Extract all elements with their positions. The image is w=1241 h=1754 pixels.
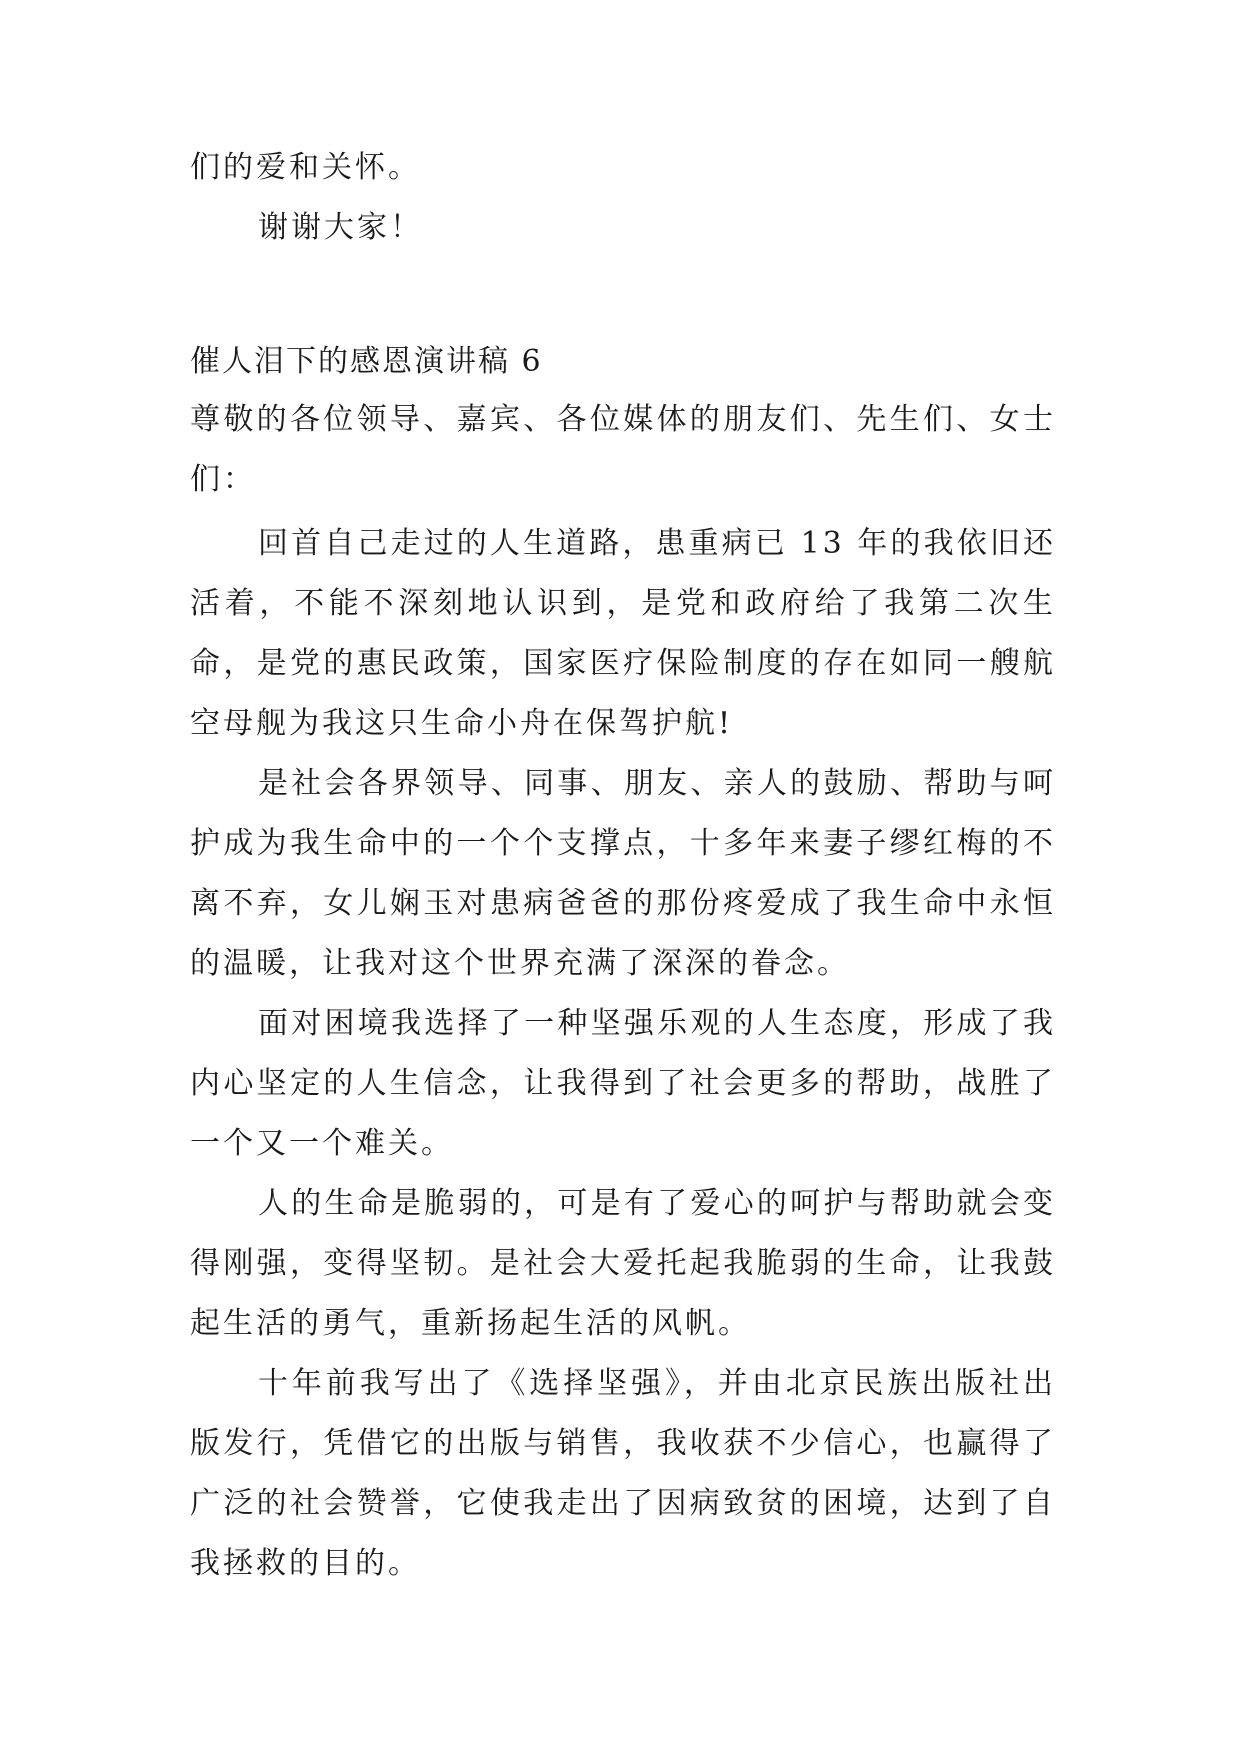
paragraph: 人的生命是脆弱的，可是有了爱心的呵护与帮助就会变得刚强，变得坚韧。是社会大爱托起我脆弱的生命，让我鼓起生活的勇气，重新扬起生活的风帆。	[190, 1186, 1056, 1341]
section-title: 催人泪下的感恩演讲稿 6	[190, 344, 543, 379]
continuation-tail: 们的爱和关怀。	[190, 150, 421, 185]
salutation: 尊敬的各位领导、嘉宾、各位媒体的朋友们、先生们、女士们：	[190, 402, 1056, 497]
paragraph: 回首自己走过的人生道路，患重病已 13 年的我依旧还活着，不能不深刻地认识到，是党和政府给了我第二次生命，是党的惠民政策，国家医疗保险制度的存在如同一艘航空母舰为我这只生命小舟在保驾护航!	[190, 526, 1056, 741]
speech-section	[190, 332, 1056, 1594]
continuation-block	[190, 138, 1056, 258]
paragraph: 面对困境我选择了一种坚强乐观的人生态度，形成了我内心坚定的人生信念，让我得到了社会更多的帮助，战胜了一个又一个难关。	[190, 1006, 1056, 1161]
thanks-line: 谢谢大家！	[258, 210, 423, 245]
paragraph: 是社会各界领导、同事、朋友、亲人的鼓励、帮助与呵护成为我生命中的一个个支撑点，十多年来妻子缪红梅的不离不弃，女儿娴玉对患病爸爸的那份疼爱成了我生命中永恒的温暖，让我对这个世界充满了深深的眷念。	[190, 766, 1056, 981]
paragraph: 十年前我写出了《选择坚强》，并由北京民族出版社出版发行，凭借它的出版与销售，我收获不少信心，也赢得了广泛的社会赞誉，它使我走出了因病致贫的困境，达到了自我拯救的目的。	[190, 1366, 1056, 1581]
